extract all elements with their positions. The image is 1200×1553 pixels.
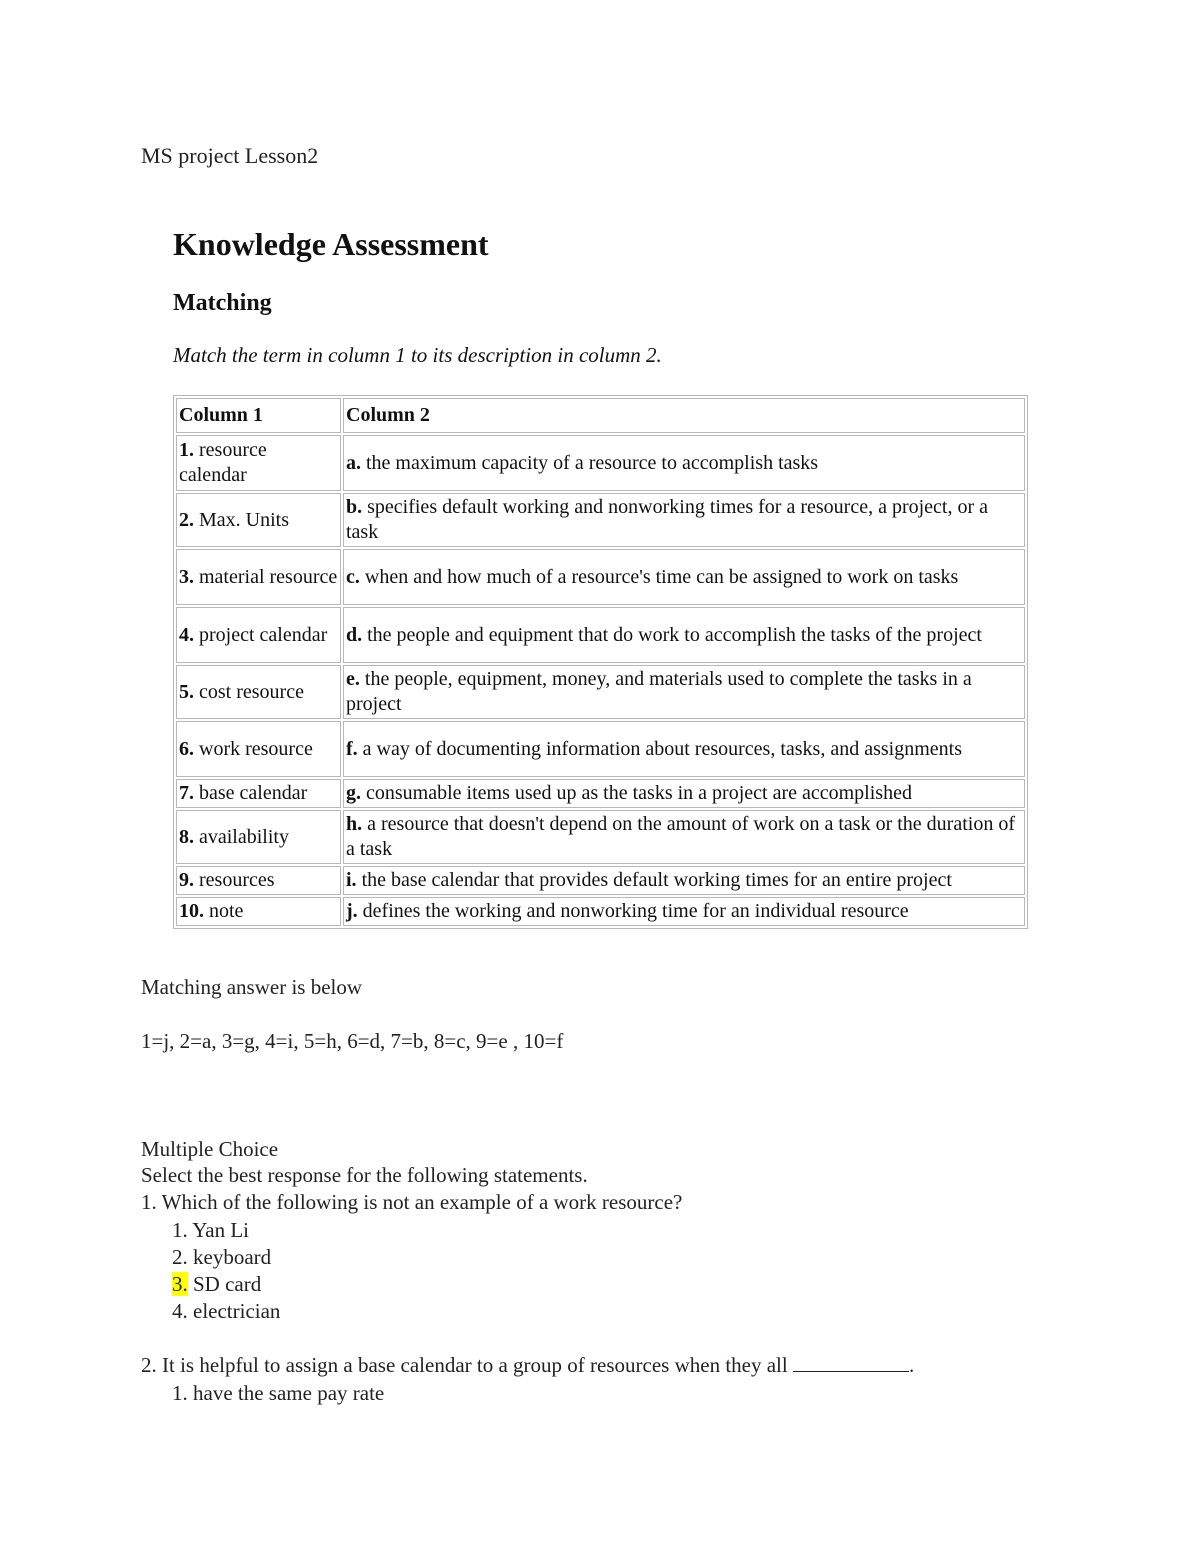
table-header-row [176,398,1025,433]
question-2: 2. It is helpful to assign a base calendar to a group of resources when they all . [141,1353,915,1377]
term-cell: 9. resources [176,866,341,895]
table-row [176,549,1025,605]
term-cell: 3. material resource [176,549,341,605]
term-cell: 6. work resource [176,721,341,777]
description-cell: b. specifies default working and nonworking times for a resource, a project, or a task [343,493,1025,547]
question-2-option: 1. have the same pay rate [172,1381,385,1405]
description-cell: i. the base calendar that provides default working times for an entire project [343,866,1025,895]
table-row [176,607,1025,663]
question-1-option: 2. keyboard [172,1245,272,1269]
fill-in-blank [793,1353,909,1372]
term-cell: 1. resource calendar [176,435,341,491]
term-cell: 2. Max. Units [176,493,341,547]
term-cell: 8. availability [176,810,341,864]
table-row [176,897,1025,926]
description-cell: e. the people, equipment, money, and materials used to complete the tasks in a project [343,665,1025,719]
answers-text: 1=j, 2=a, 3=g, 4=i, 5=h, 6=d, 7=b, 8=c, 9=e , 10=f [141,1029,564,1053]
multiple-choice-instruction: Select the best response for the following statements. [141,1163,588,1187]
term-cell: 10. note [176,897,341,926]
question-1-option: 4. electrician [172,1299,281,1323]
table-row [176,665,1025,719]
document-title: MS project Lesson2 [141,143,319,168]
matching-table [173,395,1028,929]
description-cell: a. the maximum capacity of a resource to accomplish tasks [343,435,1025,491]
description-cell: j. defines the working and nonworking time for an individual resource [343,897,1025,926]
term-cell: 7. base calendar [176,779,341,808]
matching-instruction: Match the term in column 1 to its description in column 2. [173,343,662,367]
column-2-header: Column 2 [343,398,1025,433]
description-cell: f. a way of documenting information about resources, tasks, and assignments [343,721,1025,777]
matching-heading: Matching [173,290,272,316]
term-cell: 4. project calendar [176,607,341,663]
answer-highlight: 3. [172,1272,188,1296]
assessment-heading: Knowledge Assessment [173,226,489,262]
table-row [176,779,1025,808]
multiple-choice-title: Multiple Choice [141,1137,279,1161]
description-cell: c. when and how much of a resource's time can be assigned to work on tasks [343,549,1025,605]
description-cell: h. a resource that doesn't depend on the amount of work on a task or the duration of a task [343,810,1025,864]
answers-label: Matching answer is below [141,975,363,999]
table-row [176,866,1025,895]
description-cell: d. the people and equipment that do work to accomplish the tasks of the project [343,607,1025,663]
table-row [176,810,1025,864]
column-1-header: Column 1 [176,398,341,433]
question-1-option: 1. Yan Li [172,1218,250,1242]
table-row [176,493,1025,547]
table-row [176,435,1025,491]
question-1: 1. Which of the following is not an example of a work resource? [141,1190,683,1214]
term-cell: 5. cost resource [176,665,341,719]
question-1-option-answer: 3. SD card [172,1272,262,1296]
table-row [176,721,1025,777]
description-cell: g. consumable items used up as the tasks in a project are accomplished [343,779,1025,808]
